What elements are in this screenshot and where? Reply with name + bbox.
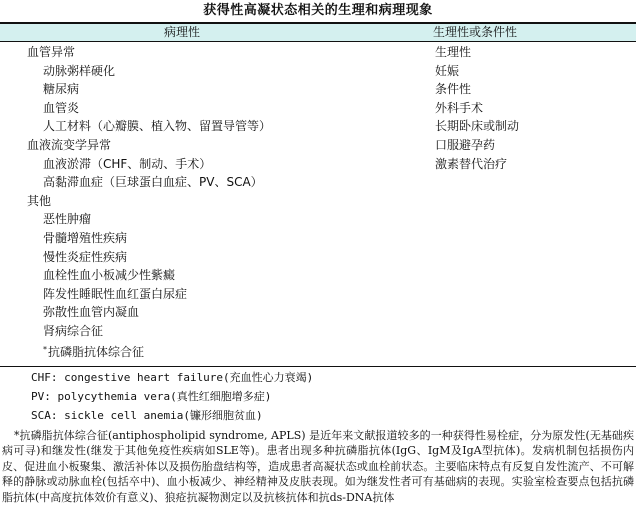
pathology-item: [0, 303, 420, 322]
pathology-item: [0, 266, 420, 285]
physiological-item: 外科手术: [435, 100, 484, 115]
category-heading: [0, 43, 420, 62]
category-heading: [0, 192, 420, 211]
footnote-paragraph: *抗磷脂抗体综合征(antiphospholipid syndrome, APLS) 是近年来文献报道较多的一种获得性易栓症，分为原发性(无基础疾病可寻)和继发性(继发于其他免疫性疾病如SLE等)。患者出现多种抗磷脂抗体(IgG、IgM及IgA型抗体)。发病机制包括损伤内皮、促进血小板聚集、激活补体以及损伤胎盘结构等，造成患者高凝状态或血栓前状态。主要临床特点有反复自发性流产、不可解释的静脉或动脉血栓(包括卒中)、血小板减少、神经精神及皮肤表现。如为继发性者可有基础病的表现。实验室检查要点包括抗磷脂抗体(中高度抗体效价有意义)、狼疮抗凝物测定以及抗核抗体和抗ds-DNA抗体: [2, 429, 634, 504]
pathology-item: [0, 229, 420, 248]
note-sca: SCA: sickle cell anemia(镰形细胞贫血): [31, 409, 263, 422]
item-label: 血液淤滞（CHF、制动、手术）: [43, 156, 212, 171]
item-label: 其他: [27, 193, 52, 208]
pathology-item: [0, 80, 420, 99]
pathological-column: [0, 43, 420, 359]
category-heading: [0, 136, 420, 155]
item-label: 血管炎: [43, 100, 80, 115]
item-label: 糖尿病: [43, 82, 80, 97]
physiological-item: 条件性: [435, 82, 472, 97]
pathology-item: [0, 248, 420, 267]
item-label: 血管异常: [27, 45, 76, 59]
physiological-item: 口服避孕药: [435, 137, 496, 152]
item-label: 肾病综合征: [43, 323, 104, 338]
physiological-item: 妊娠: [435, 63, 460, 78]
item-label: 血液流变学异常: [27, 137, 112, 152]
note-chf: CHF: congestive heart failure(充血性心力衰竭): [31, 371, 314, 384]
header-pathological: 病理性: [163, 25, 200, 39]
item-label: 骨髓增殖性疾病: [43, 230, 128, 245]
pathology-item: [0, 341, 420, 360]
physiological-item: 生理性: [435, 45, 472, 59]
pathology-item: [0, 62, 420, 81]
item-label: 阵发性睡眠性血红蛋白尿症: [43, 286, 188, 301]
item-label: 人工材料（心瓣膜、植入物、留置导管等）: [43, 119, 272, 134]
table-title: 获得性高凝状态相关的生理和病理现象: [203, 3, 433, 18]
abbreviation-notes: [0, 368, 636, 425]
bottom-rule: [0, 366, 636, 367]
pathology-item: [0, 285, 420, 304]
physiological-column: [435, 43, 635, 173]
item-label: 抗磷脂抗体综合征: [48, 344, 145, 359]
header-band: [0, 24, 636, 41]
pathology-item: [0, 322, 420, 341]
pathology-item: [0, 117, 420, 136]
pathology-item: [0, 173, 420, 192]
physiological-item: 激素替代治疗: [435, 156, 508, 171]
item-label: 弥散性血管内凝血: [43, 305, 140, 320]
pathology-item: [0, 99, 420, 118]
physiological-item: 长期卧床或制动: [435, 119, 520, 134]
pathology-item: [0, 210, 420, 229]
header-rule: [0, 41, 636, 42]
item-label: 血栓性血小板减少性紫癜: [43, 268, 176, 283]
item-label: 慢性炎症性疾病: [43, 249, 128, 264]
item-label: 动脉粥样硬化: [43, 63, 116, 78]
item-label: 恶性肿瘤: [43, 212, 92, 227]
footnote-marker: *: [43, 344, 47, 354]
item-label: 高黏滞血症（巨球蛋白血症、PV、SCA）: [43, 175, 263, 190]
pathology-item: [0, 155, 420, 174]
note-pv: PV: polycythemia vera(真性红细胞增多症): [31, 390, 272, 403]
header-physiological: 生理性或条件性: [433, 25, 518, 39]
